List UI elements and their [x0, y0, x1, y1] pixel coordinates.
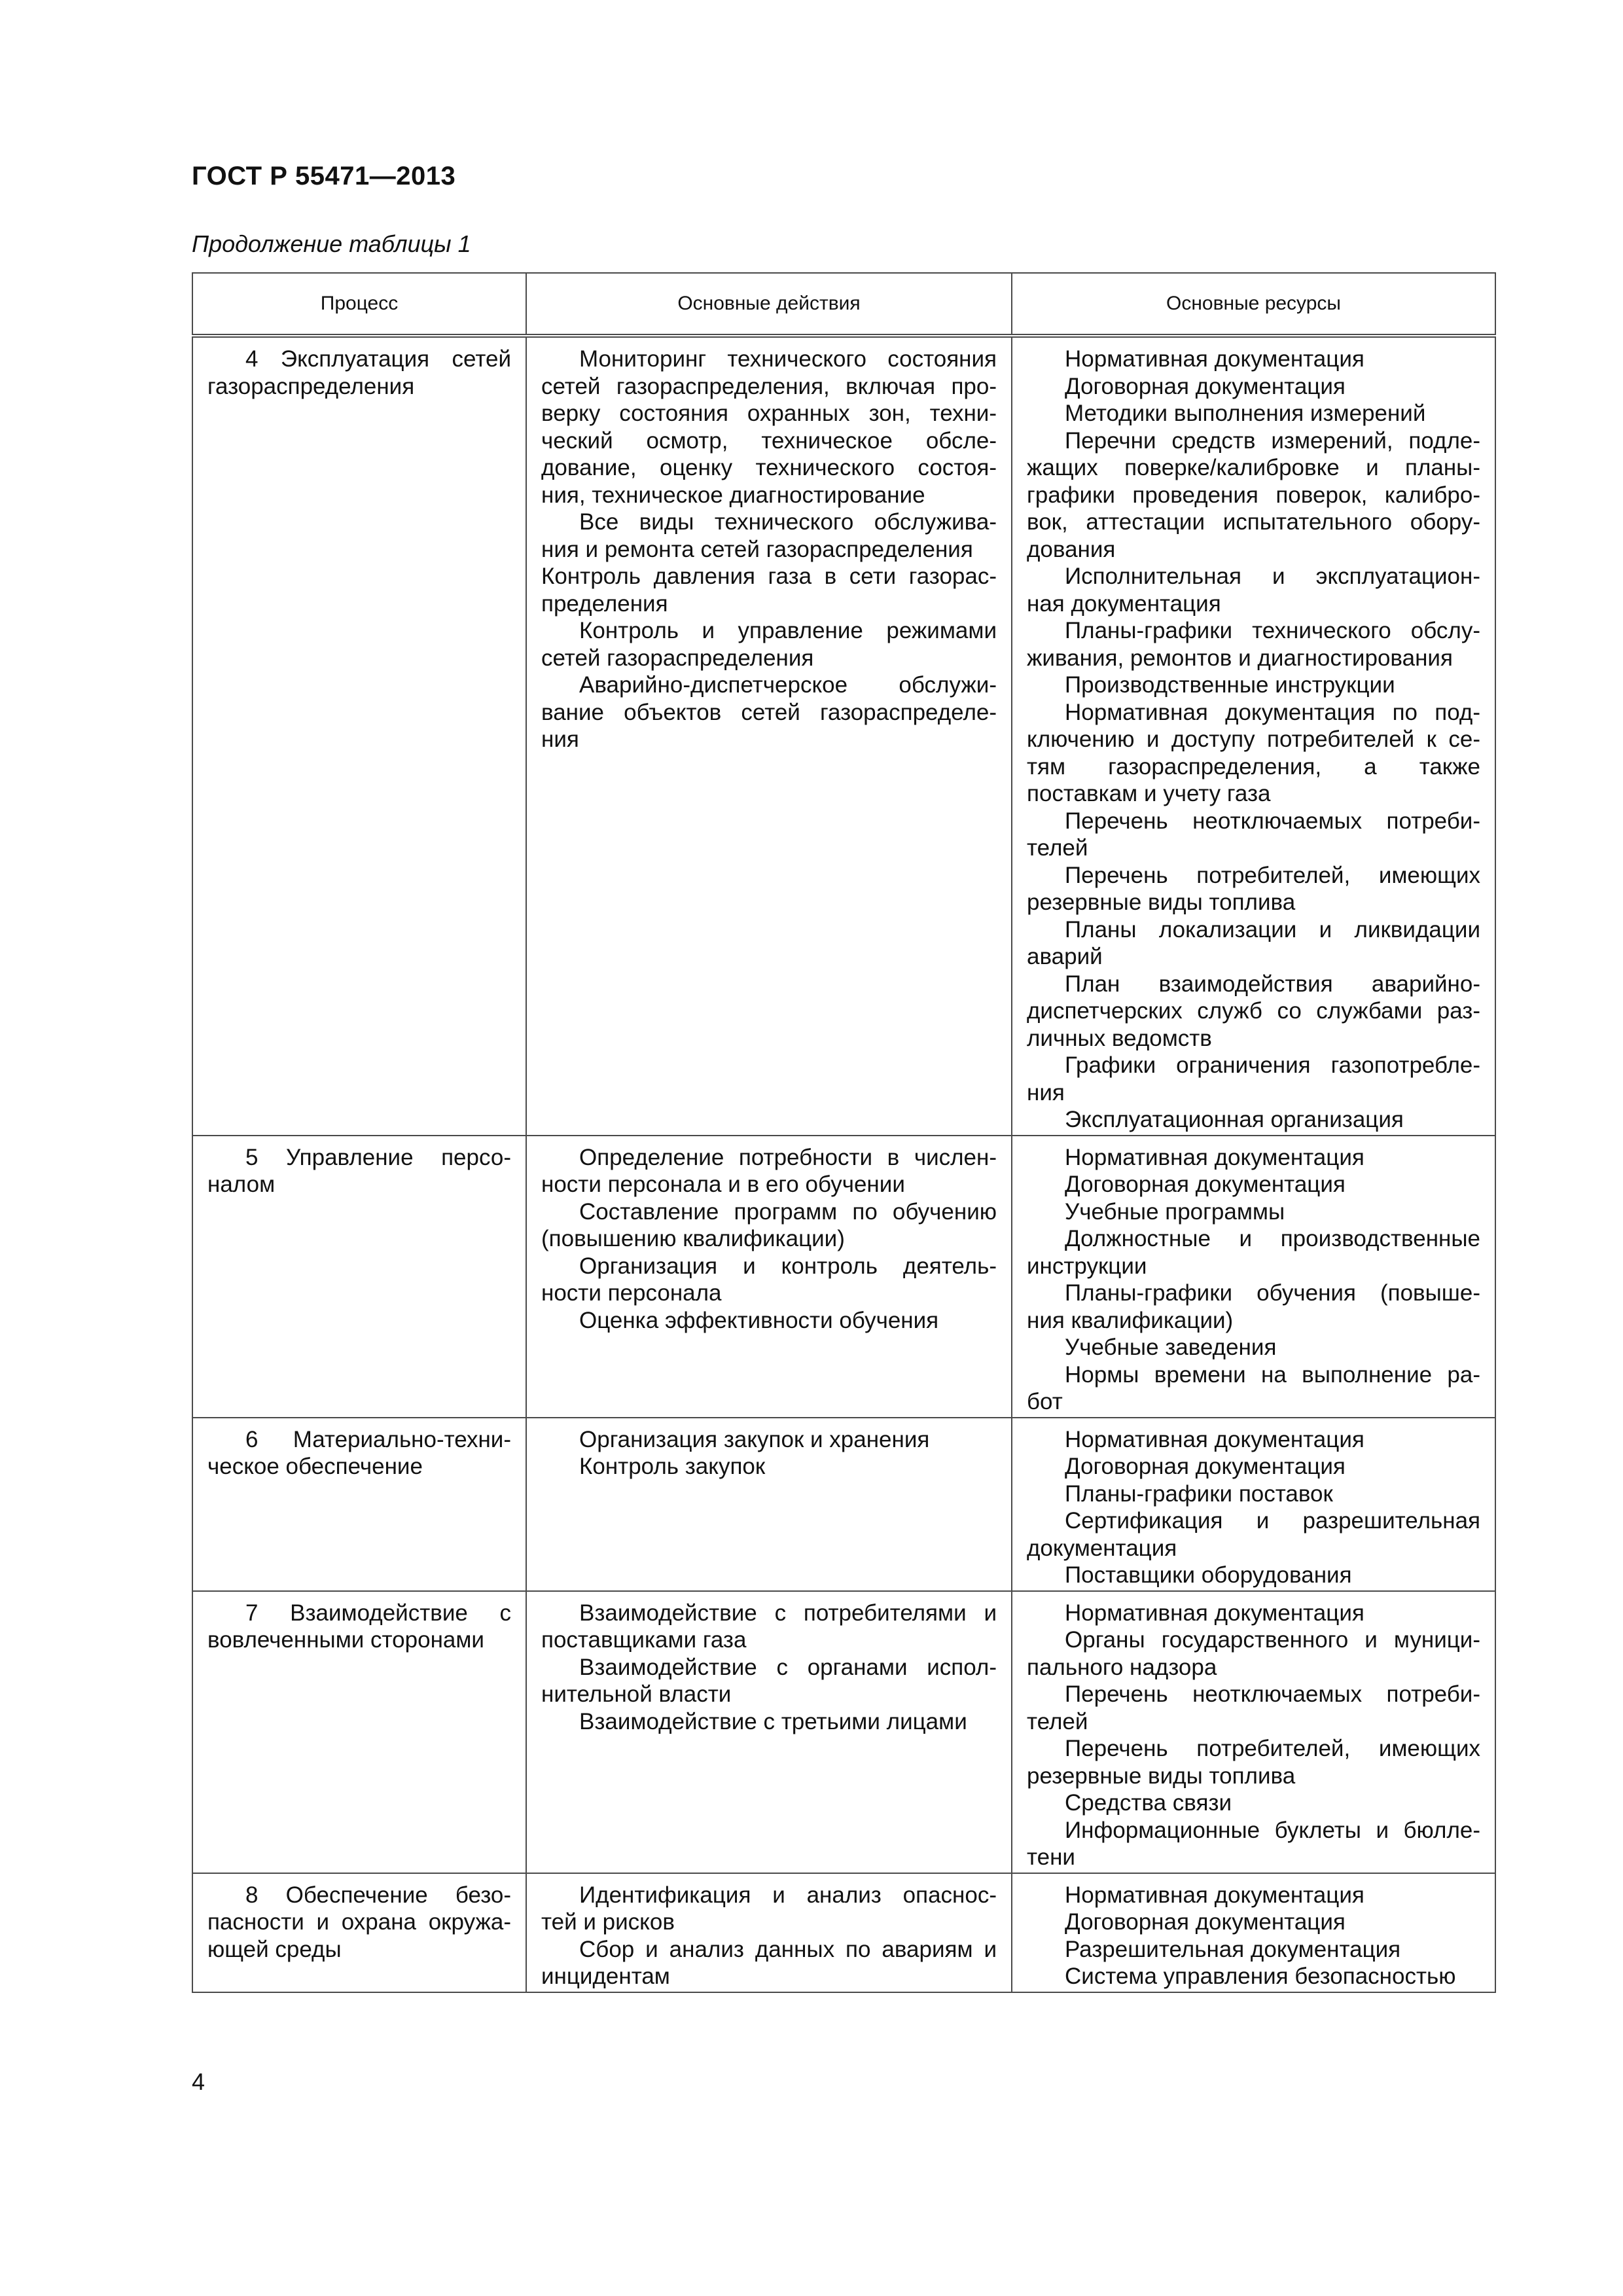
resources-cell [1012, 1136, 1495, 1418]
resource-line: телей [1027, 1708, 1088, 1734]
resource-line: Должностные и производственные [1065, 1226, 1480, 1251]
process-line: вовлеченными сторонами [207, 1627, 484, 1653]
action-line: Определение потребности в числен- [579, 1144, 997, 1170]
action-line: Идентификация и анализ опаснос- [579, 1882, 997, 1908]
actions-cell [526, 1136, 1012, 1418]
resources-cell [1012, 1591, 1495, 1873]
table-row [192, 1873, 1495, 1992]
action-line: дование, оценку технического состоя- [541, 455, 997, 480]
column-header-actions: Основные действия [526, 273, 1012, 336]
resource-line: Средства связи [1065, 1790, 1232, 1816]
table-row [192, 1591, 1495, 1873]
table-row [192, 1418, 1495, 1591]
resource-line: тени [1027, 1844, 1075, 1870]
action-line: сетей газораспределения, включая про- [541, 373, 997, 399]
resource-line: План взаимодействия аварийно- [1065, 971, 1480, 997]
resource-line: ная документация [1027, 590, 1221, 617]
resource-line: ния квалификации) [1027, 1307, 1234, 1333]
resource-line: Договорная документация [1065, 1172, 1346, 1197]
process-line: ющей среды [207, 1936, 342, 1962]
action-line: тей и рисков [541, 1909, 675, 1935]
resource-line: бот [1027, 1389, 1063, 1414]
action-line: Организация закупок и хранения [579, 1426, 930, 1452]
resources-cell [1012, 1873, 1495, 1992]
column-header-resources: Основные ресурсы [1012, 273, 1495, 336]
resource-line: Графики ограничения газопотребле- [1065, 1052, 1480, 1078]
resource-line: Эксплуатационная организация [1065, 1107, 1404, 1132]
resource-line: диспетчерских служб со службами раз- [1027, 998, 1480, 1024]
resource-line: Перечень потребителей, имеющих [1065, 1736, 1480, 1761]
action-line: Организация и контроль деятель- [579, 1253, 997, 1279]
resource-line: Разрешительная документация [1065, 1936, 1401, 1962]
actions-cell [526, 336, 1012, 1136]
resource-line: пального надзора [1027, 1654, 1217, 1680]
action-line: Оценка эффективности обучения [579, 1307, 939, 1333]
action-line: Мониторинг технического состояния [579, 346, 997, 372]
page-number: 4 [192, 2068, 205, 2095]
resource-line: Договорная документация [1065, 1454, 1346, 1479]
table-header-row [192, 273, 1495, 336]
resource-line: тям газораспределения, а также [1027, 753, 1480, 780]
action-line: Сбор и анализ данных по авариям и [579, 1936, 997, 1962]
resource-line: резервные виды топлива [1027, 889, 1296, 915]
resource-line: Перечень потребителей, имеющих [1065, 862, 1480, 888]
action-line: пределения [541, 590, 668, 617]
process-cell [192, 336, 526, 1136]
resource-line: Перечень неотключаемых потреби- [1065, 1681, 1480, 1707]
action-line: Взаимодействие с третьими лицами [579, 1708, 967, 1734]
resource-line: жащих поверке/калибровке и планы- [1027, 455, 1480, 480]
resource-line: Планы-графики поставок [1065, 1480, 1333, 1507]
resource-line: Нормативная документация [1065, 1600, 1364, 1626]
resource-line: резервные виды топлива [1027, 1763, 1296, 1789]
resource-line: живания, ремонтов и диагностирования [1027, 645, 1453, 671]
resource-line: Система управления безопасностью [1065, 1964, 1456, 1989]
action-line: Контроль закупок [579, 1454, 766, 1479]
process-table [192, 272, 1496, 1993]
resource-line: Нормативная документация [1065, 1144, 1364, 1170]
resource-line: Учебные заведения [1065, 1335, 1277, 1360]
resources-cell [1012, 336, 1495, 1136]
resource-line: Перечень неотключаемых потреби- [1065, 808, 1480, 834]
document-title: ГОСТ Р 55471—2013 [192, 162, 456, 190]
action-line: инцидентам [541, 1964, 670, 1989]
action-line: ности персонала и в его обучении [541, 1172, 905, 1197]
resource-line: поставкам и учету газа [1027, 781, 1271, 806]
actions-cell [526, 1873, 1012, 1992]
resource-line: аварий [1027, 944, 1103, 969]
resource-line: Планы-графики технического обслу- [1065, 618, 1480, 643]
resource-line: документация [1027, 1535, 1177, 1561]
process-line: 5 Управление персо- [245, 1144, 511, 1170]
resource-line: Учебные программы [1065, 1198, 1285, 1225]
action-line: сетей газораспределения [541, 645, 814, 671]
action-line: ности персонала [541, 1280, 722, 1306]
action-line: верку состояния охранных зон, техни- [541, 401, 997, 426]
process-line: ческое обеспечение [207, 1454, 423, 1479]
process-line: 6 Материально-техни- [245, 1426, 511, 1452]
resource-line: Планы локализации и ликвидации [1065, 916, 1480, 942]
resource-line: Информационные буклеты и бюлле- [1065, 1817, 1480, 1843]
process-cell [192, 1136, 526, 1418]
resource-line: Нормативная документация [1065, 346, 1364, 372]
process-cell [192, 1873, 526, 1992]
action-line: Все виды технического обслужива- [579, 509, 997, 535]
action-line: Аварийно-диспетчерское обслужи- [579, 672, 997, 698]
action-line: Составление программ по обучению [579, 1198, 997, 1225]
resource-line: вок, аттестации испытательного обору- [1027, 509, 1480, 535]
resource-line: Планы-графики обучения (повыше- [1065, 1280, 1480, 1306]
resource-line: Исполнительная и эксплуатацион- [1065, 564, 1480, 589]
resource-line: Нормативная документация [1065, 1882, 1364, 1908]
resource-line: Органы государственного и муници- [1065, 1627, 1480, 1653]
resource-line: личных ведомств [1027, 1025, 1212, 1051]
resource-line: телей [1027, 835, 1088, 861]
resource-line: Методики выполнения измерений [1065, 401, 1426, 426]
action-line: (повышению квалификации) [541, 1226, 845, 1251]
resource-line: графики проведения поверок, калибро- [1027, 482, 1480, 508]
resource-line: Поставщики оборудования [1065, 1562, 1352, 1588]
action-line: ния, техническое диагностирование [541, 482, 925, 508]
process-cell [192, 1591, 526, 1873]
action-line: поставщиками газа [541, 1627, 747, 1653]
resources-cell [1012, 1418, 1495, 1591]
action-line: Взаимодействие с органами испол- [579, 1654, 997, 1680]
column-header-process: Процесс [192, 273, 526, 336]
process-line: налом [207, 1172, 276, 1197]
process-line: 7 Взаимодействие с [245, 1600, 511, 1626]
resource-line: Нормативная документация [1065, 1426, 1364, 1452]
resource-line: Сертификация и разрешительная [1065, 1508, 1480, 1534]
resource-line: Нормативная документация по под- [1065, 699, 1480, 725]
action-line: Контроль давления газа в сети газорас- [541, 564, 997, 589]
action-line: Контроль и управление режимами [579, 618, 997, 643]
resource-line: Договорная документация [1065, 1909, 1346, 1935]
process-line: газораспределения [207, 373, 415, 399]
resource-line: Нормы времени на выполнение ра- [1065, 1361, 1480, 1388]
process-line: 8 Обеспечение безо- [245, 1882, 511, 1908]
resource-line: Договорная документация [1065, 373, 1346, 399]
resource-line: дования [1027, 536, 1116, 562]
resource-line: инструкции [1027, 1253, 1147, 1279]
table-row [192, 1136, 1495, 1418]
action-line: вание объектов сетей газораспределе- [541, 699, 997, 725]
action-line: Взаимодействие с потребителями и [579, 1600, 997, 1626]
resource-line: ния [1027, 1079, 1065, 1105]
process-cell [192, 1418, 526, 1591]
process-line: пасности и охрана окружа- [207, 1909, 511, 1935]
resource-line: Производственные инструкции [1065, 672, 1395, 698]
resource-line: ключению и доступу потребителей к се- [1027, 726, 1480, 752]
action-line: ческий осмотр, техническое обсле- [541, 427, 997, 454]
action-line: ния и ремонта сетей газораспределения [541, 536, 973, 562]
process-line: 4 Эксплуатация сетей [245, 346, 511, 372]
action-line: нительной власти [541, 1681, 732, 1707]
table-row [192, 336, 1495, 1136]
action-line: ния [541, 726, 579, 752]
table-caption: Продолжение таблицы 1 [192, 230, 471, 257]
actions-cell [526, 1591, 1012, 1873]
actions-cell [526, 1418, 1012, 1591]
resource-line: Перечни средств измерений, подле- [1065, 427, 1480, 454]
